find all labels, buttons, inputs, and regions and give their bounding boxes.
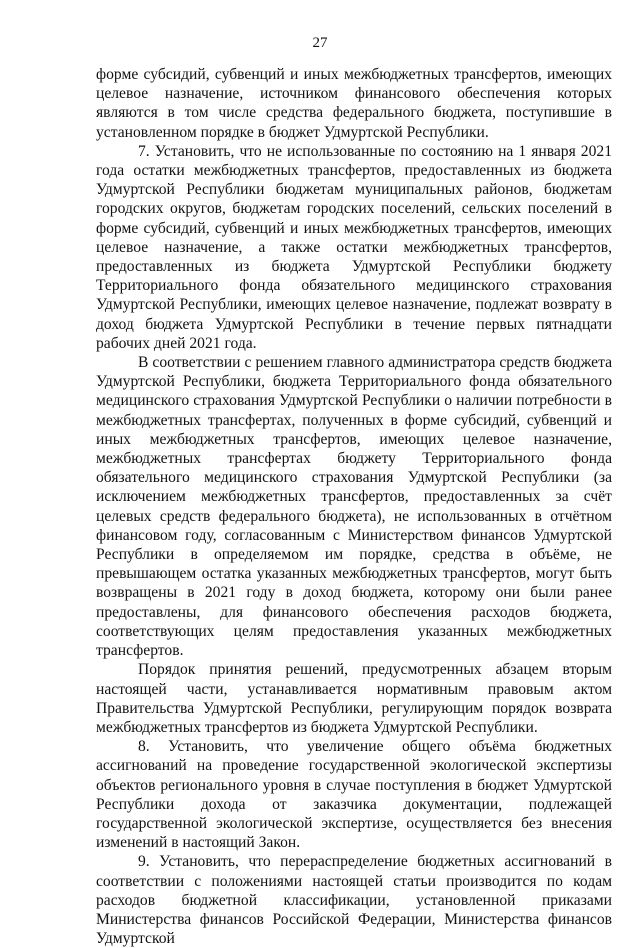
- paragraph-item-7-procedure: Порядок принятия решений, предусмотренных абзацем вторым настоящей части, устанавливается нормативным правовым актом Правительства Удмуртской Республики, регулирующим порядок возврата межбюджетных трансфертов из бюджета Удмуртской Республики.: [96, 661, 612, 736]
- paragraph-item-8: 8. Установить, что увеличение общего объёма бюджетных ассигнований на проведение государственной экологической экспертизы объектов регионального уровня в случае поступления в бюджет Удмуртской Республики дохода от заказчика документации, подлежащей государственной экологической экспертизе, осуществляется без внесения изменений в настоящий Закон.: [96, 738, 612, 852]
- paragraph-item-7-decision: В соответствии с решением главного администратора средств бюджета Удмуртской Республики, бюджета Территориального фонда обязательного медицинского страхования Удмуртской Республики о наличии потребности в межбюджетных трансфертах, полученных в форме субсидий, субвенций и иных межбюджетных трансфертов, имеющих целевое назначение, межбюджетных трансфертах бюджету Территориального фонда обязательного медицинского страхования Удмуртской Республики (за исключением межбюджетных трансфертов, предоставленных за счёт целевых средств федерального бюджета), не использованных в отчётном финансовом году, согласованным с Министерством финансов Удмуртской Республики в определяемом им порядке, средства в объёме, не превышающем остатка указанных межбюджетных трансфертов, могут быть возвращены в 2021 году в доход бюджета, которому они были ранее предоставлены, для финансового обеспечения расходов бюджета, соответствующих целям предоставления указанных межбюджетных трансфертов.: [96, 354, 612, 660]
- paragraph-item-7: 7. Установить, что не использованные по состоянию на 1 января 2021 года остатки межбюджетных трансфертов, предоставленных из бюджета Удмуртской Республики бюджетам муниципальных районов, бюджетам городских округов, бюджетам городских поселений, сельских поселений в форме субсидий, субвенций и иных межбюджетных трансфертов, имеющих целевое назначение, а также остатки межбюджетных трансфертов, предоставленных из бюджета Удмуртской Республики бюджету Территориального фонда обязательного медицинского страхования Удмуртской Республики, имеющих целевое назначение, подлежат возврату в доход бюджета Удмуртской Республики в течение первых пятнадцати рабочих дней 2021 года.: [96, 142, 612, 352]
- document-body: [96, 65, 612, 948]
- paragraph-item-9: 9. Установить, что перераспределение бюджетных ассигнований в соответствии с положениями настоящей статьи производится по кодам расходов бюджетной классификации, установленной приказами Министерства финансов Российской Федерации, Министерства финансов Удмуртской: [96, 853, 612, 948]
- page-number: 27: [312, 35, 328, 51]
- paragraph-continuation: форме субсидий, субвенций и иных межбюджетных трансфертов, имеющих целевое назначение, источником финансового обеспечения которых являются в том числе средства федерального бюджета, поступившие в установленном порядке в бюджет Удмуртской Республики.: [96, 66, 612, 141]
